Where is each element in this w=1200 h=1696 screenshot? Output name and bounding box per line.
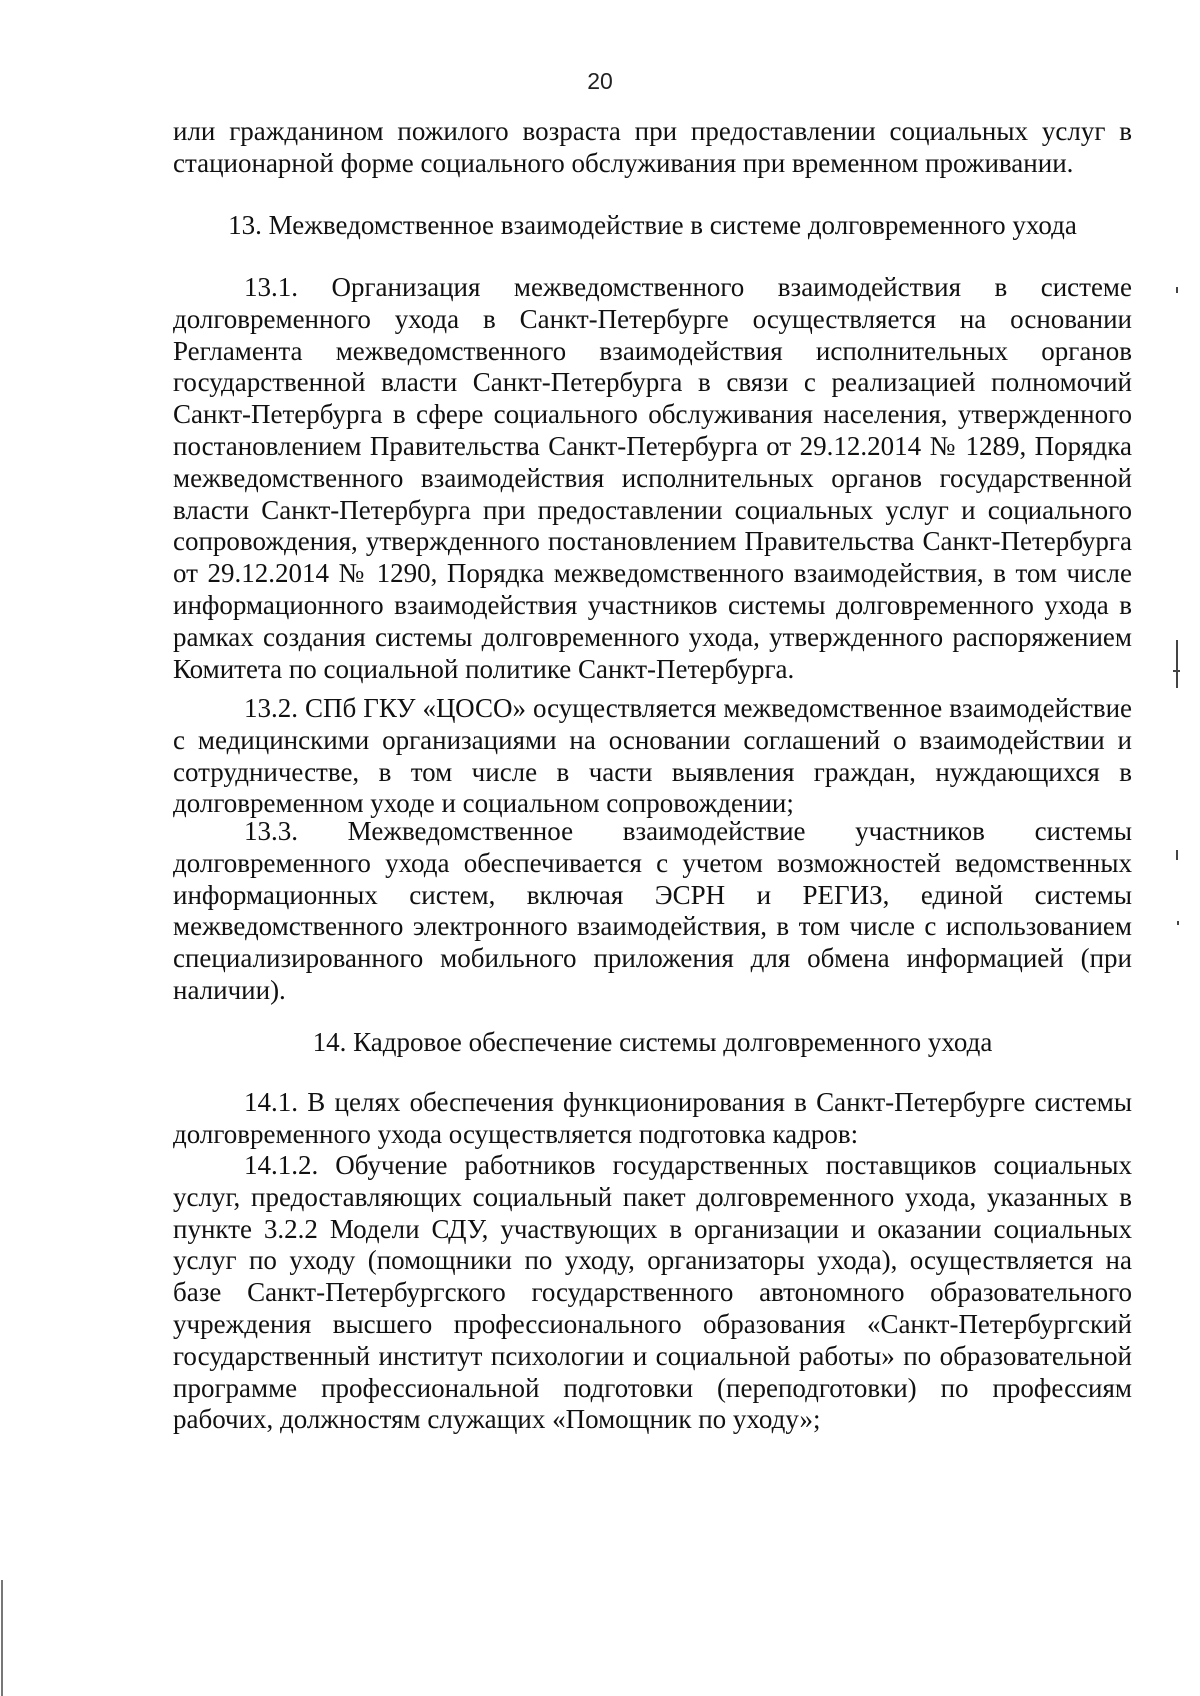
paragraph-14-1: 14.1. В целях обеспечения функционирования в Санкт-Петербурге системы долговременного ухода осуществляется подготовка кадров: bbox=[173, 1087, 1132, 1149]
scan-artifact-mark bbox=[1173, 670, 1180, 672]
scan-artifact-mark bbox=[1176, 287, 1178, 293]
paragraph-13-3: 13.3. Межведомственное взаимодействие участников системы долговременного ухода обеспечивается с учетом возможностей ведомственных информационных систем, включая ЭСРН и РЕГИЗ, единой системы межведомственного электронного взаимодействия, в том числе с использованием специализированного мобильного приложения для обмена информацией (при наличии). bbox=[173, 816, 1132, 1005]
scan-artifact-mark bbox=[1176, 640, 1178, 688]
paragraph-intro: или гражданином пожилого возраста при предоставлении социальных услуг в стационарной форме социального обслуживания при временном проживании. bbox=[173, 116, 1132, 178]
scan-artifact-edge bbox=[1, 1580, 3, 1696]
paragraph-14-1-2: 14.1.2. Обучение работников государственных поставщиков социальных услуг, предоставляющих социальный пакет долговременного ухода, указанных в пункте 3.2.2 Модели СДУ, участвующих в организации и оказании социальных услуг по уходу (помощники по уходу, организаторы ухода), осуществляется на базе Санкт-Петербургского государственного автономного образовательного учреждения высшего профессионального образования «Санкт-Петербургский государственный институт психологии и социальной работы» по образовательной программе профессиональной подготовки (переподготовки) по профессиям рабочих, должностям служащих «Помощник по уходу»; bbox=[173, 1150, 1132, 1435]
scan-artifact-mark bbox=[1177, 921, 1179, 925]
page-number: 20 bbox=[587, 68, 613, 94]
paragraph-13-2: 13.2. СПб ГКУ «ЦОСО» осуществляется межведомственное взаимодействие с медицинскими организациями на основании соглашений о взаимодействии и сотрудничестве, в том числе в части выявления граждан, нуждающихся в долговременном уходе и социальном сопровождении; bbox=[173, 693, 1132, 819]
paragraph-13-1: 13.1. Организация межведомственного взаимодействия в системе долговременного ухода в Санкт-Петербурге осуществляется на основании Регламента межведомственного взаимодействия исполнительных органов государственной власти Санкт-Петербурга в связи с реализацией полномочий Санкт-Петербурга в сфере социального обслуживания населения, утвержденного постановлением Правительства Санкт-Петербурга от 29.12.2014 № 1289, Порядка межведомственного взаимодействия исполнительных органов государственной власти Санкт-Петербурга при предоставлении социальных услуг и социального сопровождения, утвержденного постановлением Правительства Санкт-Петербурга от 29.12.2014 № 1290, Порядка межведомственного взаимодействия, в том числе информационного взаимодействия участников системы долговременного ухода в рамках создания системы долговременного ухода, утвержденного распоряжением Комитета по социальной политике Санкт-Петербурга. bbox=[173, 272, 1132, 684]
scan-artifact-mark bbox=[1176, 850, 1178, 860]
section-heading-13: 13. Межведомственное взаимодействие в системе долговременного ухода bbox=[228, 210, 1077, 240]
section-heading-14: 14. Кадровое обеспечение системы долговременного ухода bbox=[312, 1027, 993, 1057]
